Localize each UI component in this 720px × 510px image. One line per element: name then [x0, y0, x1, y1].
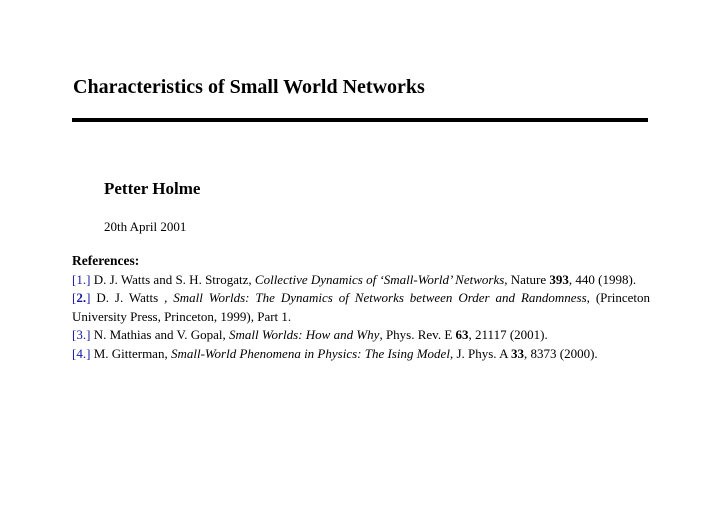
author-name: Petter Holme — [104, 179, 201, 198]
reference-publisher: , (Princeton University Press, Princeton, 1999), Part 1. — [72, 290, 650, 324]
reference-number[interactable]: [1.] — [72, 271, 91, 287]
reference-title: Small Worlds: How and Why — [228, 327, 380, 342]
reference-authors: D. J. Watts and S. H. Strogatz, — [90, 271, 255, 287]
publication-date: 20th April 2001 — [104, 219, 187, 234]
references-heading: References: — [72, 253, 140, 268]
reference-item-1 — [72, 271, 650, 290]
reference-title: Small Worlds: The Dynamics of Networks between Order and Randomness — [173, 290, 587, 305]
reference-pages-year: , 21117 (2001). — [468, 327, 548, 342]
references-section — [72, 252, 650, 363]
reference-title: Collective Dynamics of ‘Small-World’ Networks — [254, 271, 505, 287]
reference-volume: 63 — [455, 327, 469, 342]
reference-authors: N. Mathias and V. Gopal, — [90, 327, 229, 342]
reference-item-3 — [72, 326, 650, 345]
page-title: Characteristics of Small World Networks — [73, 76, 425, 98]
reference-volume: 33 — [511, 345, 524, 361]
reference-journal: , Nature — [504, 271, 550, 287]
reference-authors: M. Gitterman, — [90, 345, 171, 361]
reference-journal: , J. Phys. A — [449, 345, 511, 361]
reference-pages-year: , 8373 (2000). — [524, 345, 598, 361]
reference-journal: , Phys. Rev. E — [379, 327, 456, 342]
title-rule — [72, 118, 648, 122]
reference-pages-year: , 440 (1998). — [568, 271, 637, 287]
reference-number[interactable]: [2.] — [72, 290, 91, 305]
reference-item-2 — [72, 289, 650, 326]
reference-item-4 — [72, 345, 650, 364]
reference-title: Small-World Phenomena in Physics: The Ising Model — [170, 345, 450, 361]
reference-number[interactable]: [4.] — [72, 345, 91, 361]
reference-number[interactable]: [3.] — [72, 327, 91, 342]
reference-volume: 393 — [549, 271, 569, 287]
reference-authors: D. J. Watts , — [90, 290, 174, 305]
